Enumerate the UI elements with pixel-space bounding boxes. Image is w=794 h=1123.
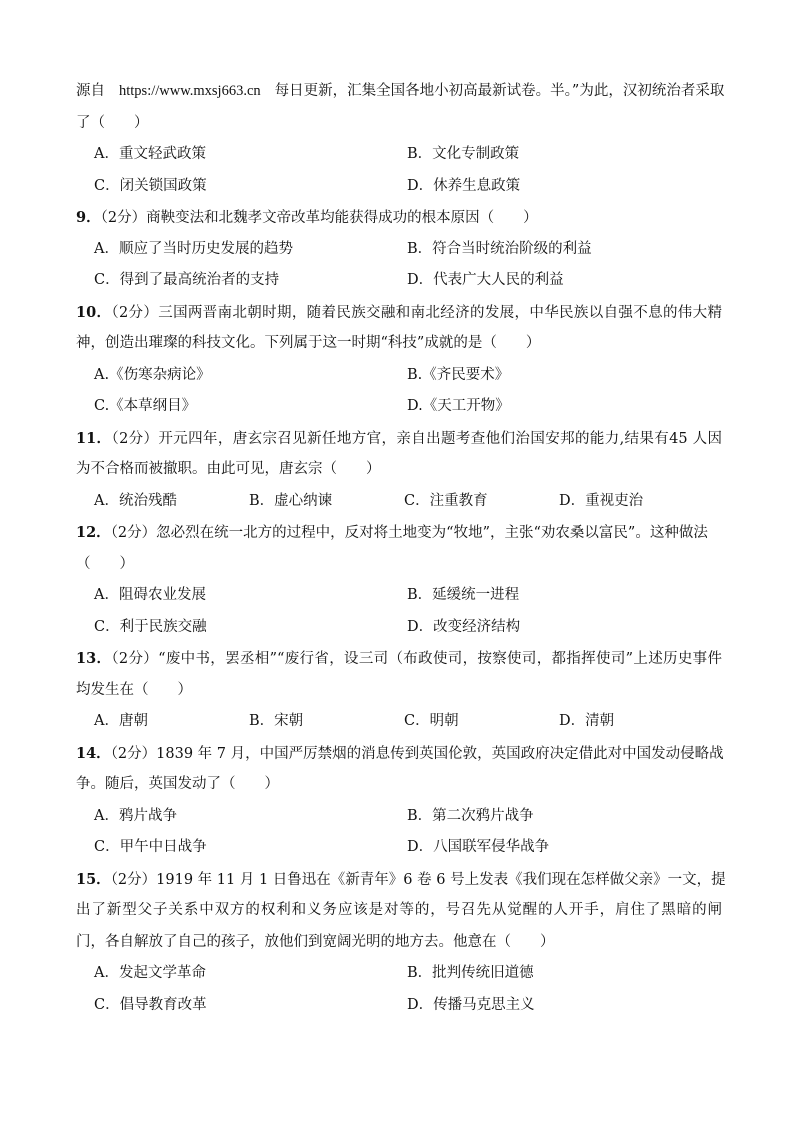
q12-options-row-2 — [76, 612, 722, 644]
question-score: （2分） — [111, 651, 159, 667]
question-number: 13． — [76, 650, 112, 667]
question-score: （2分） — [111, 430, 159, 447]
q13-option-c[interactable]: C．明朝 — [404, 713, 459, 729]
q9-option-b[interactable]: B．符合当时统治阶级的利益 — [407, 240, 592, 257]
q14-options-row-2 — [76, 832, 722, 864]
question-12-stem-line-2: （ ） — [76, 555, 134, 572]
q8-option-a[interactable]: A．重文轻武政策 — [94, 146, 206, 162]
q11-option-d[interactable]: D．重视吏治 — [559, 492, 644, 509]
question-14-stem-line-2: 争。随后，英国发动了（ ） — [76, 776, 279, 792]
question-text: 忽必烈在统一北方的过程中，反对将土地变为“牧地”，主张“劝农桑以富民”。这种做法 — [156, 525, 708, 541]
q9-option-c[interactable]: C．得到了最高统治者的支持 — [94, 272, 280, 288]
q8-option-d[interactable]: D．休养生息政策 — [407, 177, 521, 194]
question-text: 开元四年，唐玄宗召见新任地方官，亲自出题考查他们治国安邦的能力,结果有45 人因 — [158, 430, 722, 447]
question-text: “废中书，罢丞相”“废行省，设三司（布政使司，按察使司，都指挥使司”上述历史事件 — [158, 651, 722, 667]
question-text: 三国两晋南北朝时期，随着民族交融和南北经济的发展，中华民族以自强不息的伟大精 — [158, 304, 722, 321]
q8-option-c[interactable]: C．闭关锁国政策 — [94, 177, 207, 194]
q15-options-row-2 — [76, 990, 722, 1022]
q15-options-row-1 — [76, 958, 722, 990]
question-score: （2分） — [110, 525, 157, 541]
exam-page — [76, 76, 726, 1021]
source-url-link[interactable]: https://www.mxsj663.cn — [119, 83, 261, 99]
q9-options-row-2 — [76, 265, 722, 297]
question-15-stem-line-2: 出了新型父子关系中双方的权利和义务应该是对等的，号召先从觉醒的人开手，肩住了黑暗的闸 — [76, 902, 722, 918]
q8-options-row-1 — [76, 139, 722, 171]
question-10-stem-line-1 — [76, 297, 722, 329]
q14-option-c[interactable]: C．甲午中日战争 — [94, 839, 207, 855]
q12-option-a[interactable]: A．阻碍农业发展 — [94, 587, 206, 603]
q14-option-d[interactable]: D．八国联军侵华战争 — [407, 839, 550, 855]
question-13-stem-line-1 — [76, 643, 722, 675]
q10-option-c[interactable]: C.《本草纲目》 — [94, 398, 197, 414]
question-number: 12． — [76, 524, 111, 541]
q12-option-c[interactable]: C．利于民族交融 — [94, 618, 207, 635]
question-13-stem-line-2: 均发生在（ ） — [76, 681, 192, 698]
q10-option-d[interactable]: D.《天工开物》 — [407, 398, 510, 414]
question-text: 1919 年 11 月 1 日鲁迅在《新青年》6 卷 6 号上发表《我们现在怎样做父亲》一文，提 — [156, 871, 726, 888]
question-score: （2分） — [100, 210, 147, 226]
question-15-stem-line-1 — [76, 864, 726, 896]
q11-option-c[interactable]: C．注重教育 — [404, 492, 488, 509]
question-12-stem-line-1 — [76, 517, 722, 549]
question-score: （2分） — [110, 871, 157, 888]
question-number: 14． — [76, 744, 111, 762]
q12-option-d[interactable]: D．改变经济结构 — [407, 618, 521, 635]
question-text: 1839 年 7 月，中国严厉禁烟的消息传到英国伦敦，英国政府决定借此对中国发动侵略战 — [156, 745, 724, 762]
question-14-stem-line-1 — [76, 738, 722, 770]
question-text: 商鞅变法和北魏孝文帝改革均能获得成功的根本原因（ ） — [146, 210, 538, 226]
question-number: 10． — [76, 303, 112, 321]
q12-options-row-1 — [76, 580, 722, 612]
q13-option-a[interactable]: A．唐朝 — [94, 713, 148, 729]
q11-options-row — [76, 486, 722, 518]
q8-stem-line-1 — [76, 76, 725, 108]
question-11-stem-line-2: 为不合格而被撤职。由此可见，唐玄宗（ ） — [76, 461, 381, 477]
question-10-stem-line-2: 神，创造出璀璨的科技文化。下列属于这一时期“科技”成就的是（ ） — [76, 335, 541, 351]
q15-option-c[interactable]: C．倡导教育改革 — [94, 996, 207, 1013]
q9-option-a[interactable]: A．顺应了当时历史发展的趋势 — [94, 240, 293, 257]
q14-option-b[interactable]: B．第二次鸦片战争 — [407, 807, 534, 824]
question-number: 15． — [76, 870, 111, 888]
question-9-stem — [76, 202, 722, 234]
q9-option-d[interactable]: D．代表广大人民的利益 — [407, 272, 564, 288]
q14-option-a[interactable]: A．鸦片战争 — [94, 807, 177, 824]
question-score: （2分） — [111, 304, 159, 321]
question-11-stem-line-1 — [76, 423, 722, 455]
q10-options-row-2 — [76, 391, 722, 423]
question-score: （2分） — [110, 745, 157, 762]
q8-stem-line-2: 了（ ） — [76, 114, 149, 131]
q11-option-a[interactable]: A．统治残酷 — [94, 492, 177, 509]
q13-options-row — [76, 706, 722, 738]
q10-option-a[interactable]: A.《伤寒杂病论》 — [94, 366, 211, 383]
q8-option-b[interactable]: B．文化专制政策 — [407, 146, 520, 162]
source-label: 源自 — [76, 83, 105, 99]
q9-options-row-1 — [76, 234, 722, 266]
source-text: 每日更新，汇集全国各地小初高最新试卷。半。”为此，汉初统治者采取 — [274, 83, 725, 99]
q8-options-row-2 — [76, 171, 722, 203]
q11-option-b[interactable]: B．虚心纳谏 — [249, 492, 333, 509]
q13-option-d[interactable]: D．清朝 — [559, 713, 615, 729]
q13-option-b[interactable]: B．宋朝 — [249, 713, 304, 729]
q15-option-a[interactable]: A．发起文学革命 — [94, 965, 206, 981]
q10-options-row-1 — [76, 360, 722, 392]
question-number: 9． — [76, 209, 101, 226]
q10-option-b[interactable]: B.《齐民要术》 — [407, 366, 510, 383]
q15-option-b[interactable]: B．批判传统旧道德 — [407, 965, 534, 981]
question-15-stem-line-3: 门，各自解放了自己的孩子，放他们到宽阔光明的地方去。他意在（ ） — [76, 933, 555, 950]
question-number: 11． — [76, 429, 112, 447]
q14-options-row-1 — [76, 801, 722, 833]
q12-option-b[interactable]: B．延缓统一进程 — [407, 587, 520, 603]
q15-option-d[interactable]: D．传播马克思主义 — [407, 996, 535, 1013]
